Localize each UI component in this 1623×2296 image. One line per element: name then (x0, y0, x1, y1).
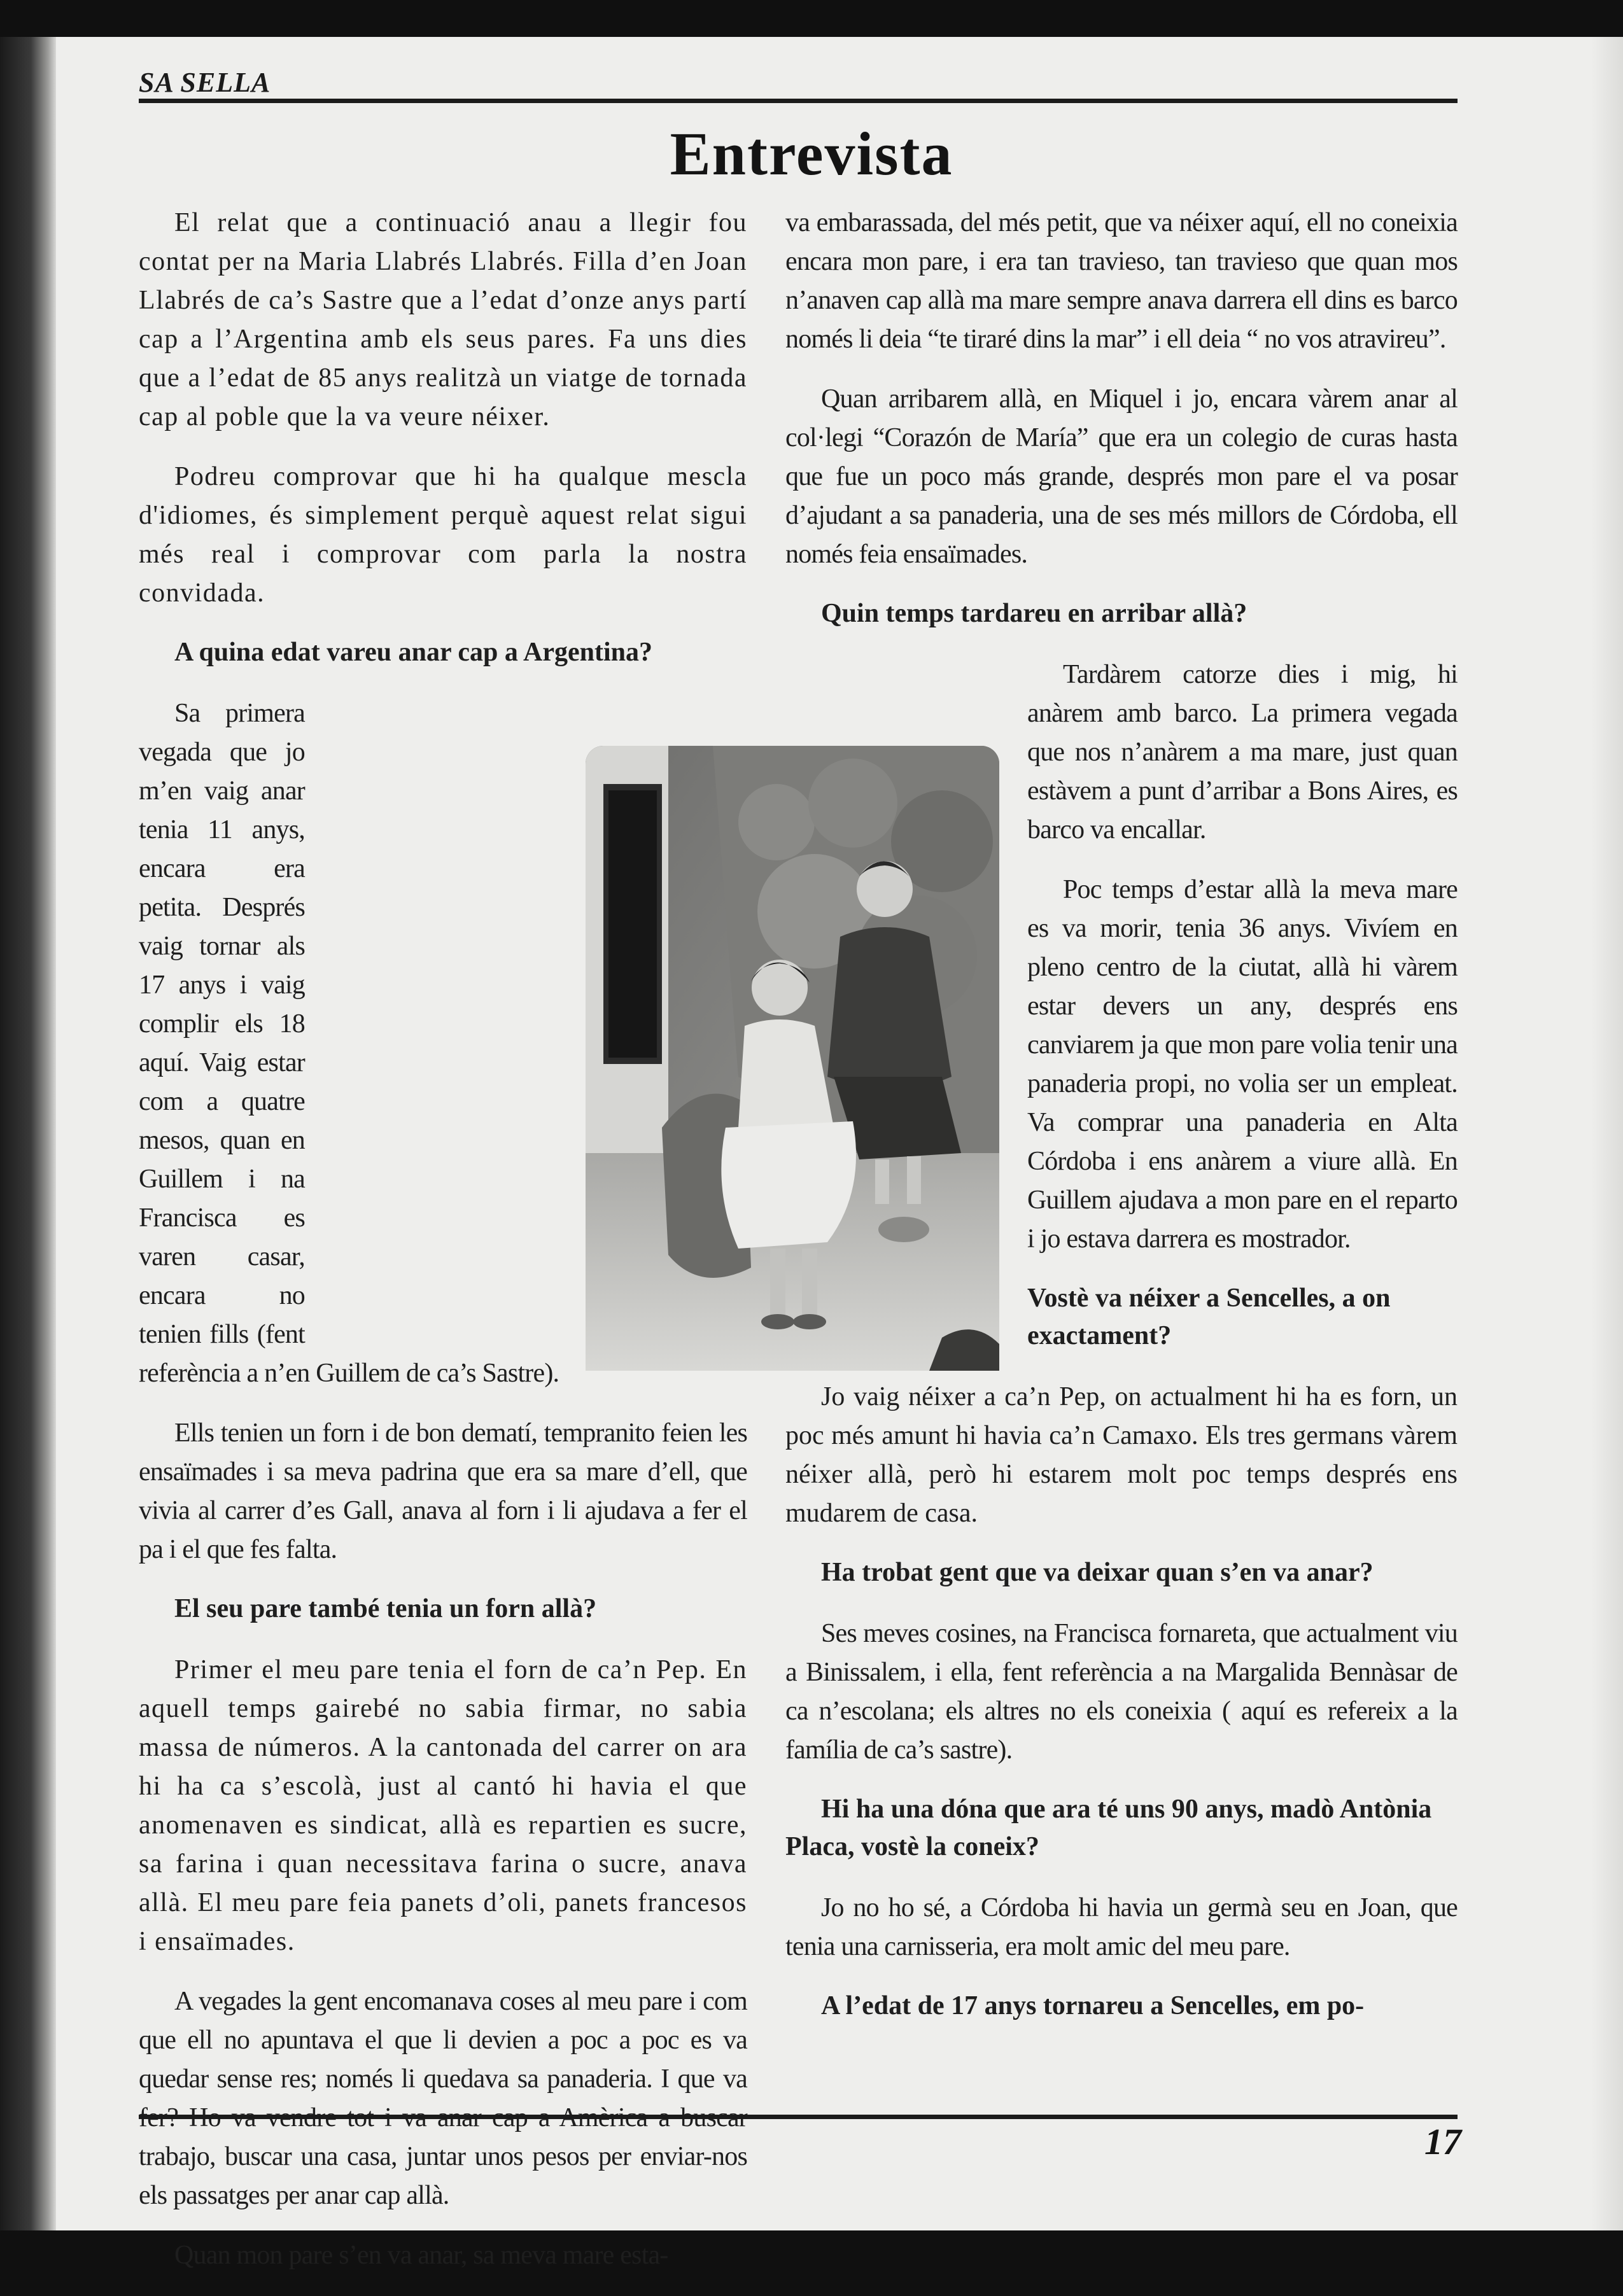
page-edge-shadow (1591, 37, 1623, 2230)
interview-answer: Sa primera vegada que jo m’en vaig anar tenia 11 anys, encara era petita. Després vaig tornar als 17 anys i vaig complir els 18 aquí. Vaig estar com a quatre mesos, quan en Guillem i na Francisca es varen casar, encara no tenien fills (fent referència a n’en Guillem de ca’s Sastre). (139, 699, 559, 1388)
interview-answer: Quan mon pare s’en va anar, sa meva mare esta- (174, 2241, 668, 2270)
interview-question: A l’edat de 17 anys tornareu a Sencelles, em po- (821, 1991, 1365, 2020)
interview-answer: Poc temps d’estar allà la meva mare es va morir, tenia 36 anys. Vivíem en pleno centro de la ciutat, allà hi vàrem estar devers un any, després ens canviarem ja que mon pare volia tenir una panaderia propi, no volia ser un empleat. Va comprar una panaderia en Alta Córdoba i ens anàrem a viure allà. En Guillem ajudava a mon pare en el reparto i jo estava darrera es mostrador. (1027, 875, 1458, 1254)
interview-answer: va embarassada, del més petit, que va néixer aquí, ell no coneixia encara mon pare, i era tan travieso, tan travieso que quan mos n’anaven cap allà ma mare sempre anava darrera ell dins es barco només li deia “te tiraré dins la mar” i ell deia “ no vos atravireu”. (785, 208, 1458, 354)
photo-two-women-icon (586, 746, 999, 1371)
magazine-name: SA SELLA (139, 67, 271, 98)
interview-answer: Jo vaig néixer a ca’n Pep, on actualment hi ha es forn, un poc més amunt hi havia ca’n Camaxo. Els tres germans vàrem néixer allà, però hi estarem molt poc temps després ens mudarem de casa. (785, 1382, 1458, 1528)
page-number: 17 (1424, 2121, 1461, 2162)
interview-answer: Ses meves cosines, na Francisca fornareta, que actualment viu a Binissalem, i ella, fent referència a na Margalida Bennàsar de ca n’escolana; els altres no els coneixia ( aquí es refereix a la família de ca’s sastre). (785, 1619, 1458, 1765)
interview-question: Vostè va néixer a Sencelles, a on exactament? (1027, 1284, 1391, 1350)
interview-question: Ha trobat gent que va deixar quan s’en va anar? (821, 1558, 1374, 1587)
interview-answer: Tardàrem catorze dies i mig, hi anàrem amb barco. La primera vegada que nos n’anàrem a ma mare, just quan estàvem a punt d’arribar a Bons Aires, es barco va encallar. (1027, 660, 1458, 844)
footer-rule (139, 2115, 1458, 2119)
book-spine (0, 37, 56, 2230)
interview-question: El seu pare també tenia un forn allà? (174, 1594, 597, 1623)
interview-answer: A vegades la gent encomanava coses al meu pare i com que ell no apuntava el que li devien a poc a poc es va quedar sense res; només li quedava sa panaderia. I que va trabajo, buscar una casa, juntar unos pesos per enviar-nos els passatges per anar cap allà. (139, 1987, 747, 2210)
header-rule (139, 99, 1458, 103)
archival-photo (586, 746, 999, 1371)
interview-question: Hi ha una dóna que ara té uns 90 anys, madò Antònia Placa, vostè la coneix? (785, 1795, 1432, 1861)
intro-paragraph: El relat que a continuació anau a llegir fou contat per na Maria Llabrés Llabrés. Filla d’en Joan Llabrés de ca’s Sastre que a l’edat d’onze anys partí cap a l’Argentina amb els seus pares. Fa uns dies que a l’edat de 85 anys realitzà un viatge de tornada cap al poble que la va veure néixer. (139, 208, 747, 431)
interview-answer: Primer el meu pare tenia el forn de ca’n Pep. En aquell temps gairebé no sabia firmar, no sabia massa de números. A la cantonada del carrer on ara hi ha ca s’escolà, just al cantó hi havia el que anomenaven es sindicat, allà es repartien es sucre, sa farina i quan necessitava farina o sucre, anava allà. El meu pare feia panets d’oli, panets francesos i ensaïmades. (139, 1655, 747, 1956)
interview-answer: Quan arribarem allà, en Miquel i jo, encara vàrem anar al col·legi “Corazón de María” que era un colegio de curas hasta que fue un poco más grande, després mon pare el va posar d’ajudant a sa panaderia, una de ses més millors de Córdoba, ell només feia ensaïmades. (785, 384, 1458, 569)
article-title: Entrevista (670, 120, 953, 188)
intro-paragraph: Podreu comprovar que hi ha qualque mescla d'idiomes, és simplement perquè aquest relat sigui més real i comprovar com parla la nostra convidada. (139, 462, 747, 608)
interview-answer: Ells tenien un forn i de bon dematí, tempranito feien les ensaïmades i sa meva padrina que era sa mare d’ell, que vivia al carrer d’es Gall, anava al forn i li ajudava a fer el pa i el que fes falta. (139, 1418, 747, 1564)
interview-answer: Jo no ho sé, a Córdoba hi havia un germà seu en Joan, que tenia una carnisseria, era molt amic del meu pare. (785, 1893, 1458, 1961)
interview-question: A quina edat vareu anar cap a Argentina? (174, 638, 653, 667)
interview-question: Quin temps tardareu en arribar allà? (821, 599, 1247, 628)
